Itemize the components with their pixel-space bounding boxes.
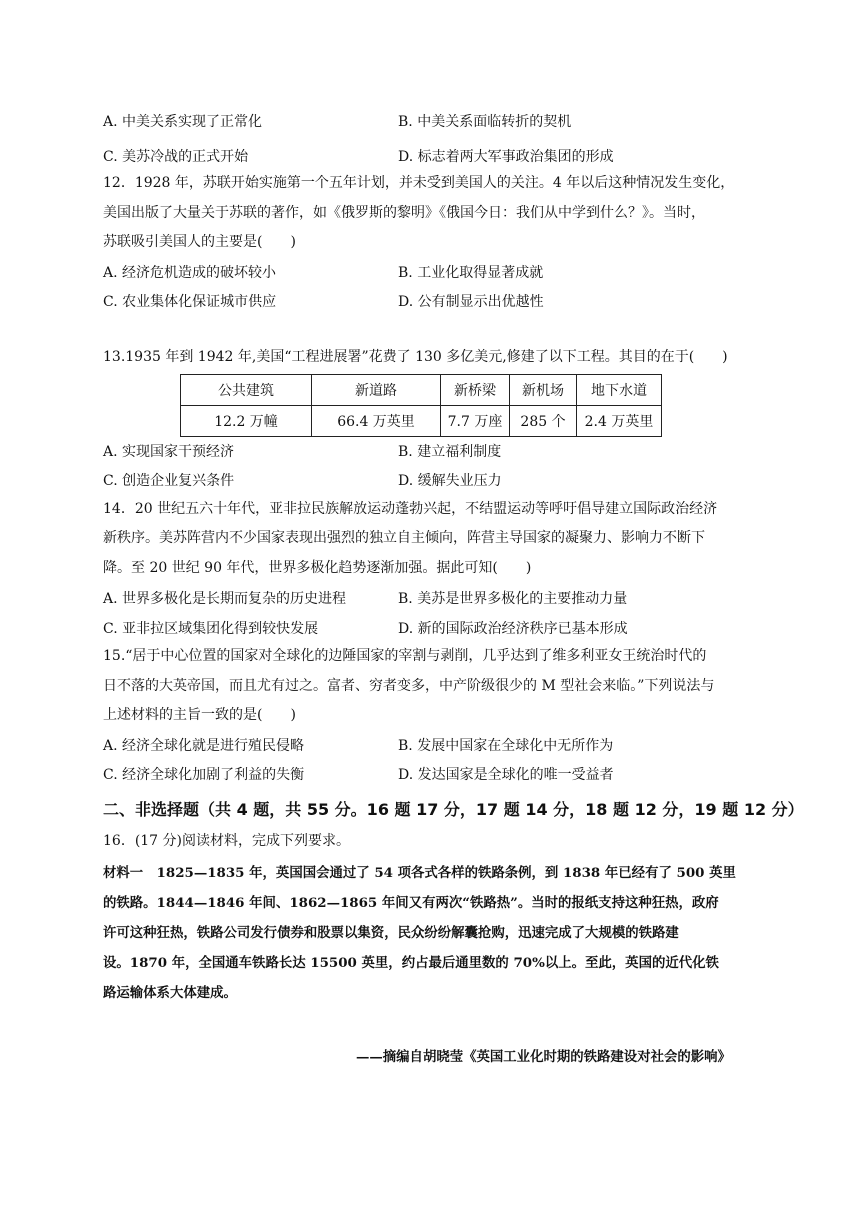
q12-option-a: A. 经济危机造成的破坏较小 <box>103 265 277 281</box>
q14-stem-line-1: 14．20 世纪五六十年代，亚非拉民族解放运动蓬勃兴起，不结盟运动等呼吁倡导建立国际政治经济 <box>103 501 718 517</box>
q16-material-line-1: 材料一 1825—1835 年，英国国会通过了 54 项各式各样的铁路条例，到 1838 年已经有了 500 英里 <box>103 865 736 881</box>
q15-stem-line-3: 上述材料的主旨一致的是( ) <box>103 707 296 723</box>
section-heading: 二、非选择题（共 4 题，共 55 分。16 题 17 分，17 题 14 分，18 题 12 分，19 题 12 分） <box>103 800 804 819</box>
q13-works-table <box>180 374 662 437</box>
q13-option-a: A. 实现国家干预经济 <box>103 444 235 460</box>
q11-option-d: D. 标志着两大军事政治集团的形成 <box>398 149 614 165</box>
q16-stem: 16．(17 分)阅读材料，完成下列要求。 <box>103 833 351 849</box>
table-cell: 66.4 万英里 <box>312 406 441 437</box>
q13-option-d: D. 缓解失业压力 <box>398 473 502 489</box>
table-header-cell: 新道路 <box>312 375 441 406</box>
q12-option-d: D. 公有制显示出优越性 <box>398 294 544 310</box>
q13-option-c: C. 创造企业复兴条件 <box>103 473 235 489</box>
q16-source-citation: ——摘编自胡晓莹《英国工业化时期的铁路建设对社会的影响》 <box>356 1049 731 1065</box>
table-header-cell: 地下水道 <box>577 375 662 406</box>
q14-stem-line-3: 降。至 20 世纪 90 年代，世界多极化趋势逐渐加强。据此可知( ) <box>103 560 532 576</box>
q14-option-c: C. 亚非拉区域集团化得到较快发展 <box>103 621 319 637</box>
q12-stem-line-2: 美国出版了大量关于苏联的著作，如《俄罗斯的黎明》《俄国今日：我们从中学到什么？》。当时， <box>103 205 705 221</box>
table-cell: 285 个 <box>510 406 577 437</box>
q12-stem-line-1: 12．1928 年，苏联开始实施第一个五年计划，并未受到美国人的关注。4 年以后这种情况发生变化， <box>103 175 735 191</box>
table-row <box>181 406 662 437</box>
q16-material-line-4: 设。1870 年，全国通车铁路长达 15500 英里，约占最后通里数的 70%以上。至此，英国的近代化铁 <box>103 955 719 971</box>
table-header-cell: 新机场 <box>510 375 577 406</box>
q14-stem-line-2: 新秩序。美苏阵营内不少国家表现出强烈的独立自主倾向，阵营主导国家的凝聚力、影响力不断下 <box>103 530 705 546</box>
q15-option-d: D. 发达国家是全球化的唯一受益者 <box>398 767 614 783</box>
q16-material-line-5: 路运输体系大体建成。 <box>103 985 237 1001</box>
q16-material-line-3: 许可这种狂热，铁路公司发行债券和股票以集资，民众纷纷解囊抢购，迅速完成了大规模的铁路建 <box>103 925 679 941</box>
table-header-cell: 公共建筑 <box>181 375 312 406</box>
q13-option-b: B. 建立福利制度 <box>398 444 502 460</box>
q12-option-c: C. 农业集体化保证城市供应 <box>103 294 277 310</box>
q14-option-b: B. 美苏是世界多极化的主要推动力量 <box>398 591 628 607</box>
q13-stem: 13.1935 年到 1942 年,美国“工程进展署”花费了 130 多亿美元,修建了以下工程。其目的在于( ) <box>103 349 728 365</box>
q11-option-b: B. 中美关系面临转折的契机 <box>398 114 572 130</box>
q14-option-a: A. 世界多极化是长期而复杂的历史进程 <box>103 591 347 607</box>
table-header-row <box>181 375 662 406</box>
q12-stem-line-3: 苏联吸引美国人的主要是( ) <box>103 234 296 250</box>
q15-option-b: B. 发展中国家在全球化中无所作为 <box>398 738 614 754</box>
q11-option-c: C. 美苏冷战的正式开始 <box>103 149 249 165</box>
table-cell: 12.2 万幢 <box>181 406 312 437</box>
q14-option-d: D. 新的国际政治经济秩序已基本形成 <box>398 621 628 637</box>
table-cell: 7.7 万座 <box>441 406 510 437</box>
q15-option-a: A. 经济全球化就是进行殖民侵略 <box>103 738 305 754</box>
table-cell: 2.4 万英里 <box>577 406 662 437</box>
q15-stem-line-1: 15.“居于中心位置的国家对全球化的边陲国家的宰割与剥削，几乎达到了维多利亚女王统治时代的 <box>103 648 707 664</box>
q15-option-c: C. 经济全球化加剧了利益的失衡 <box>103 767 305 783</box>
q11-option-a: A. 中美关系实现了正常化 <box>103 114 263 130</box>
q12-option-b: B. 工业化取得显著成就 <box>398 265 544 281</box>
q16-material-line-2: 的铁路。1844—1846 年间、1862—1865 年间又有两次“铁路热”。当时的报纸支持这种狂热，政府 <box>103 895 719 911</box>
q15-stem-line-2: 日不落的大英帝国，而且尤有过之。富者、穷者变多，中产阶级很少的 M 型社会来临。”下列说法与 <box>103 678 715 694</box>
table-header-cell: 新桥梁 <box>441 375 510 406</box>
